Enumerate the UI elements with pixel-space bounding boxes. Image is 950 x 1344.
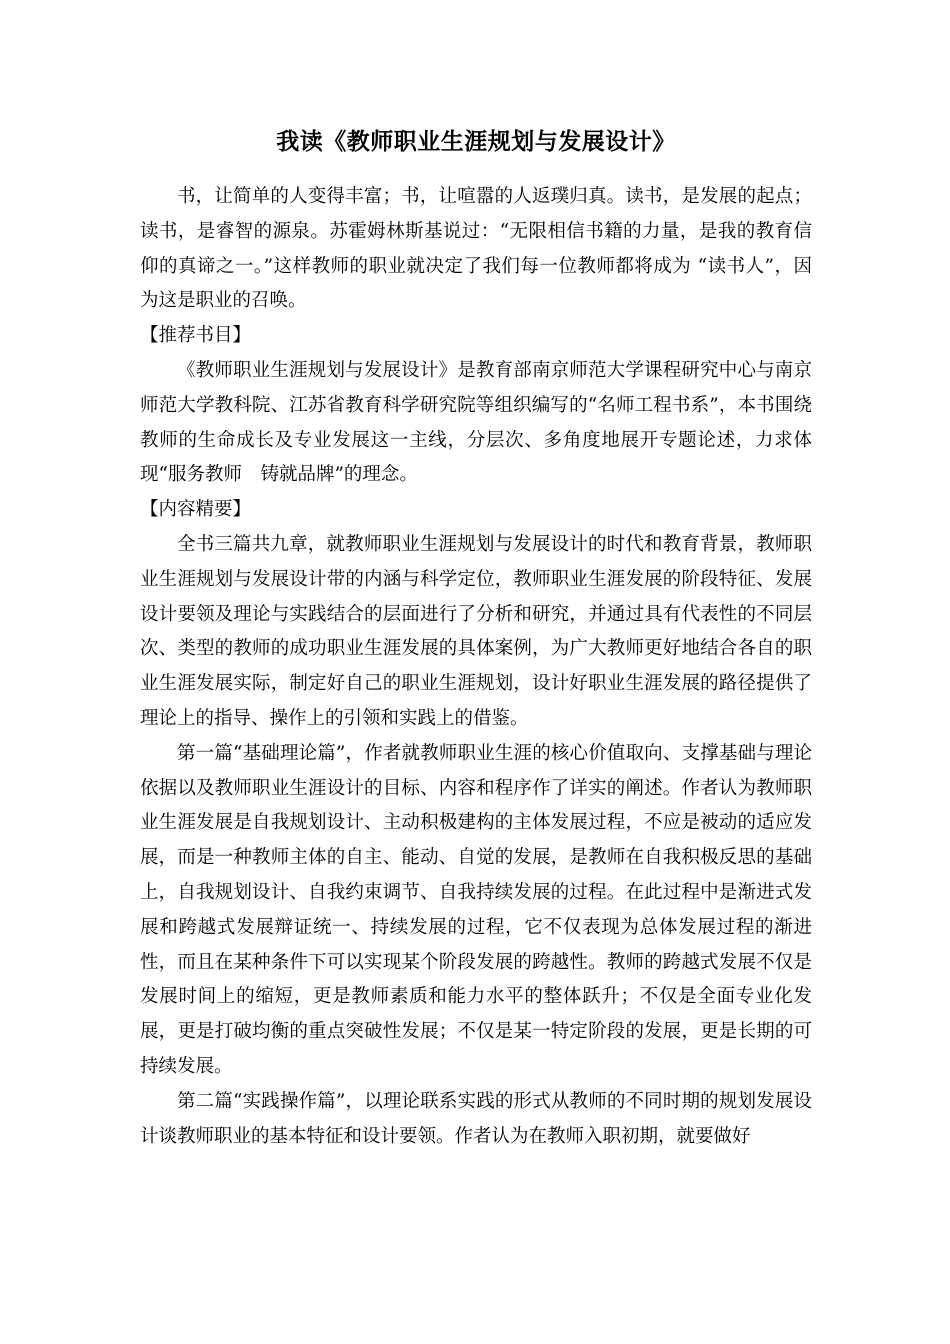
summary-paragraph-3: 第二篇“实践操作篇”，以理论联系实践的形式从教师的不同时期的规划发展设计谈教师职业的基本特征和设计要领。作者认为在教师入职初期，就要做好 — [140, 1090, 812, 1147]
summary-heading: 【内容精要】 — [140, 499, 252, 521]
summary-paragraph-1: 全书三篇共九章，就教师职业生涯规划与发展设计的时代和教育背景，教师职业生涯规划与发展设计带的内涵与科学定位，教师职业生涯发展的阶段特征、发展设计要领及理论与实践结合的层面进行了分析和研究，并通过具有代表性的不同层次、类型的教师的成功职业生涯发展的具体案例，为广大教师更好地结合各自的职业生涯发展实际，制定好自己的职业生涯规划，设计好职业生涯发展的路径提供了理论上的指导、操作上的引领和实践上的借鉴。 — [140, 533, 812, 729]
intro-paragraph: 书，让简单的人变得丰富；书，让喧嚣的人返璞归真。读书，是发展的起点；读书，是睿智的源泉。苏霍姆林斯基说过：“无限相信书籍的力量，是我的教育信仰的真谛之一。”这样教师的职业就决定了我们每一位教师都将成为 “读书人”，因为这是职业的召唤。 — [140, 186, 812, 312]
document-title: 我读《教师职业生涯规划与发展设计》 — [276, 129, 676, 155]
recommend-heading: 【推荐书目】 — [140, 325, 252, 347]
recommend-paragraph: 《教师职业生涯规划与发展设计》是教育部南京师范大学课程研究中心与南京师范大学教科院、江苏省教育科学研究院等组织编写的“名师工程书系”，本书围绕教师的生命成长及专业发展这一主线，分层次、多角度地展开专题论述，力求体现“服务教师 铸就品牌”的理念。 — [140, 359, 812, 486]
document-body — [140, 126, 812, 1154]
summary-paragraph-2: 第一篇“基础理论篇”，作者就教师职业生涯的核心价值取向、支撑基础与理论依据以及教师职业生涯设计的目标、内容和程序作了详实的阐述。作者认为教师职业生涯发展是自我规划设计、主动积极建构的主体发展过程，不应是被动的适应发展，而是一种教师主体的自主、能动、自觉的发展，是教师在自我积极反思的基础上，自我规划设计、自我约束调节、自我持续发展的过程。在此过程中是渐进式发展和跨越式发展辩证统一、持续发展的过程，它不仅表现为总体发展过程的渐进性，而且在某种条件下可以实现某个阶段发展的跨越性。教师的跨越式发展不仅是发展时间上的缩短，更是教师素质和能力水平的整体跃升；不仅是全面专业化发展，更是打破均衡的重点突破性发展；不仅是某一特定阶段的发展，更是长期的可持续发展。 — [140, 742, 812, 1077]
